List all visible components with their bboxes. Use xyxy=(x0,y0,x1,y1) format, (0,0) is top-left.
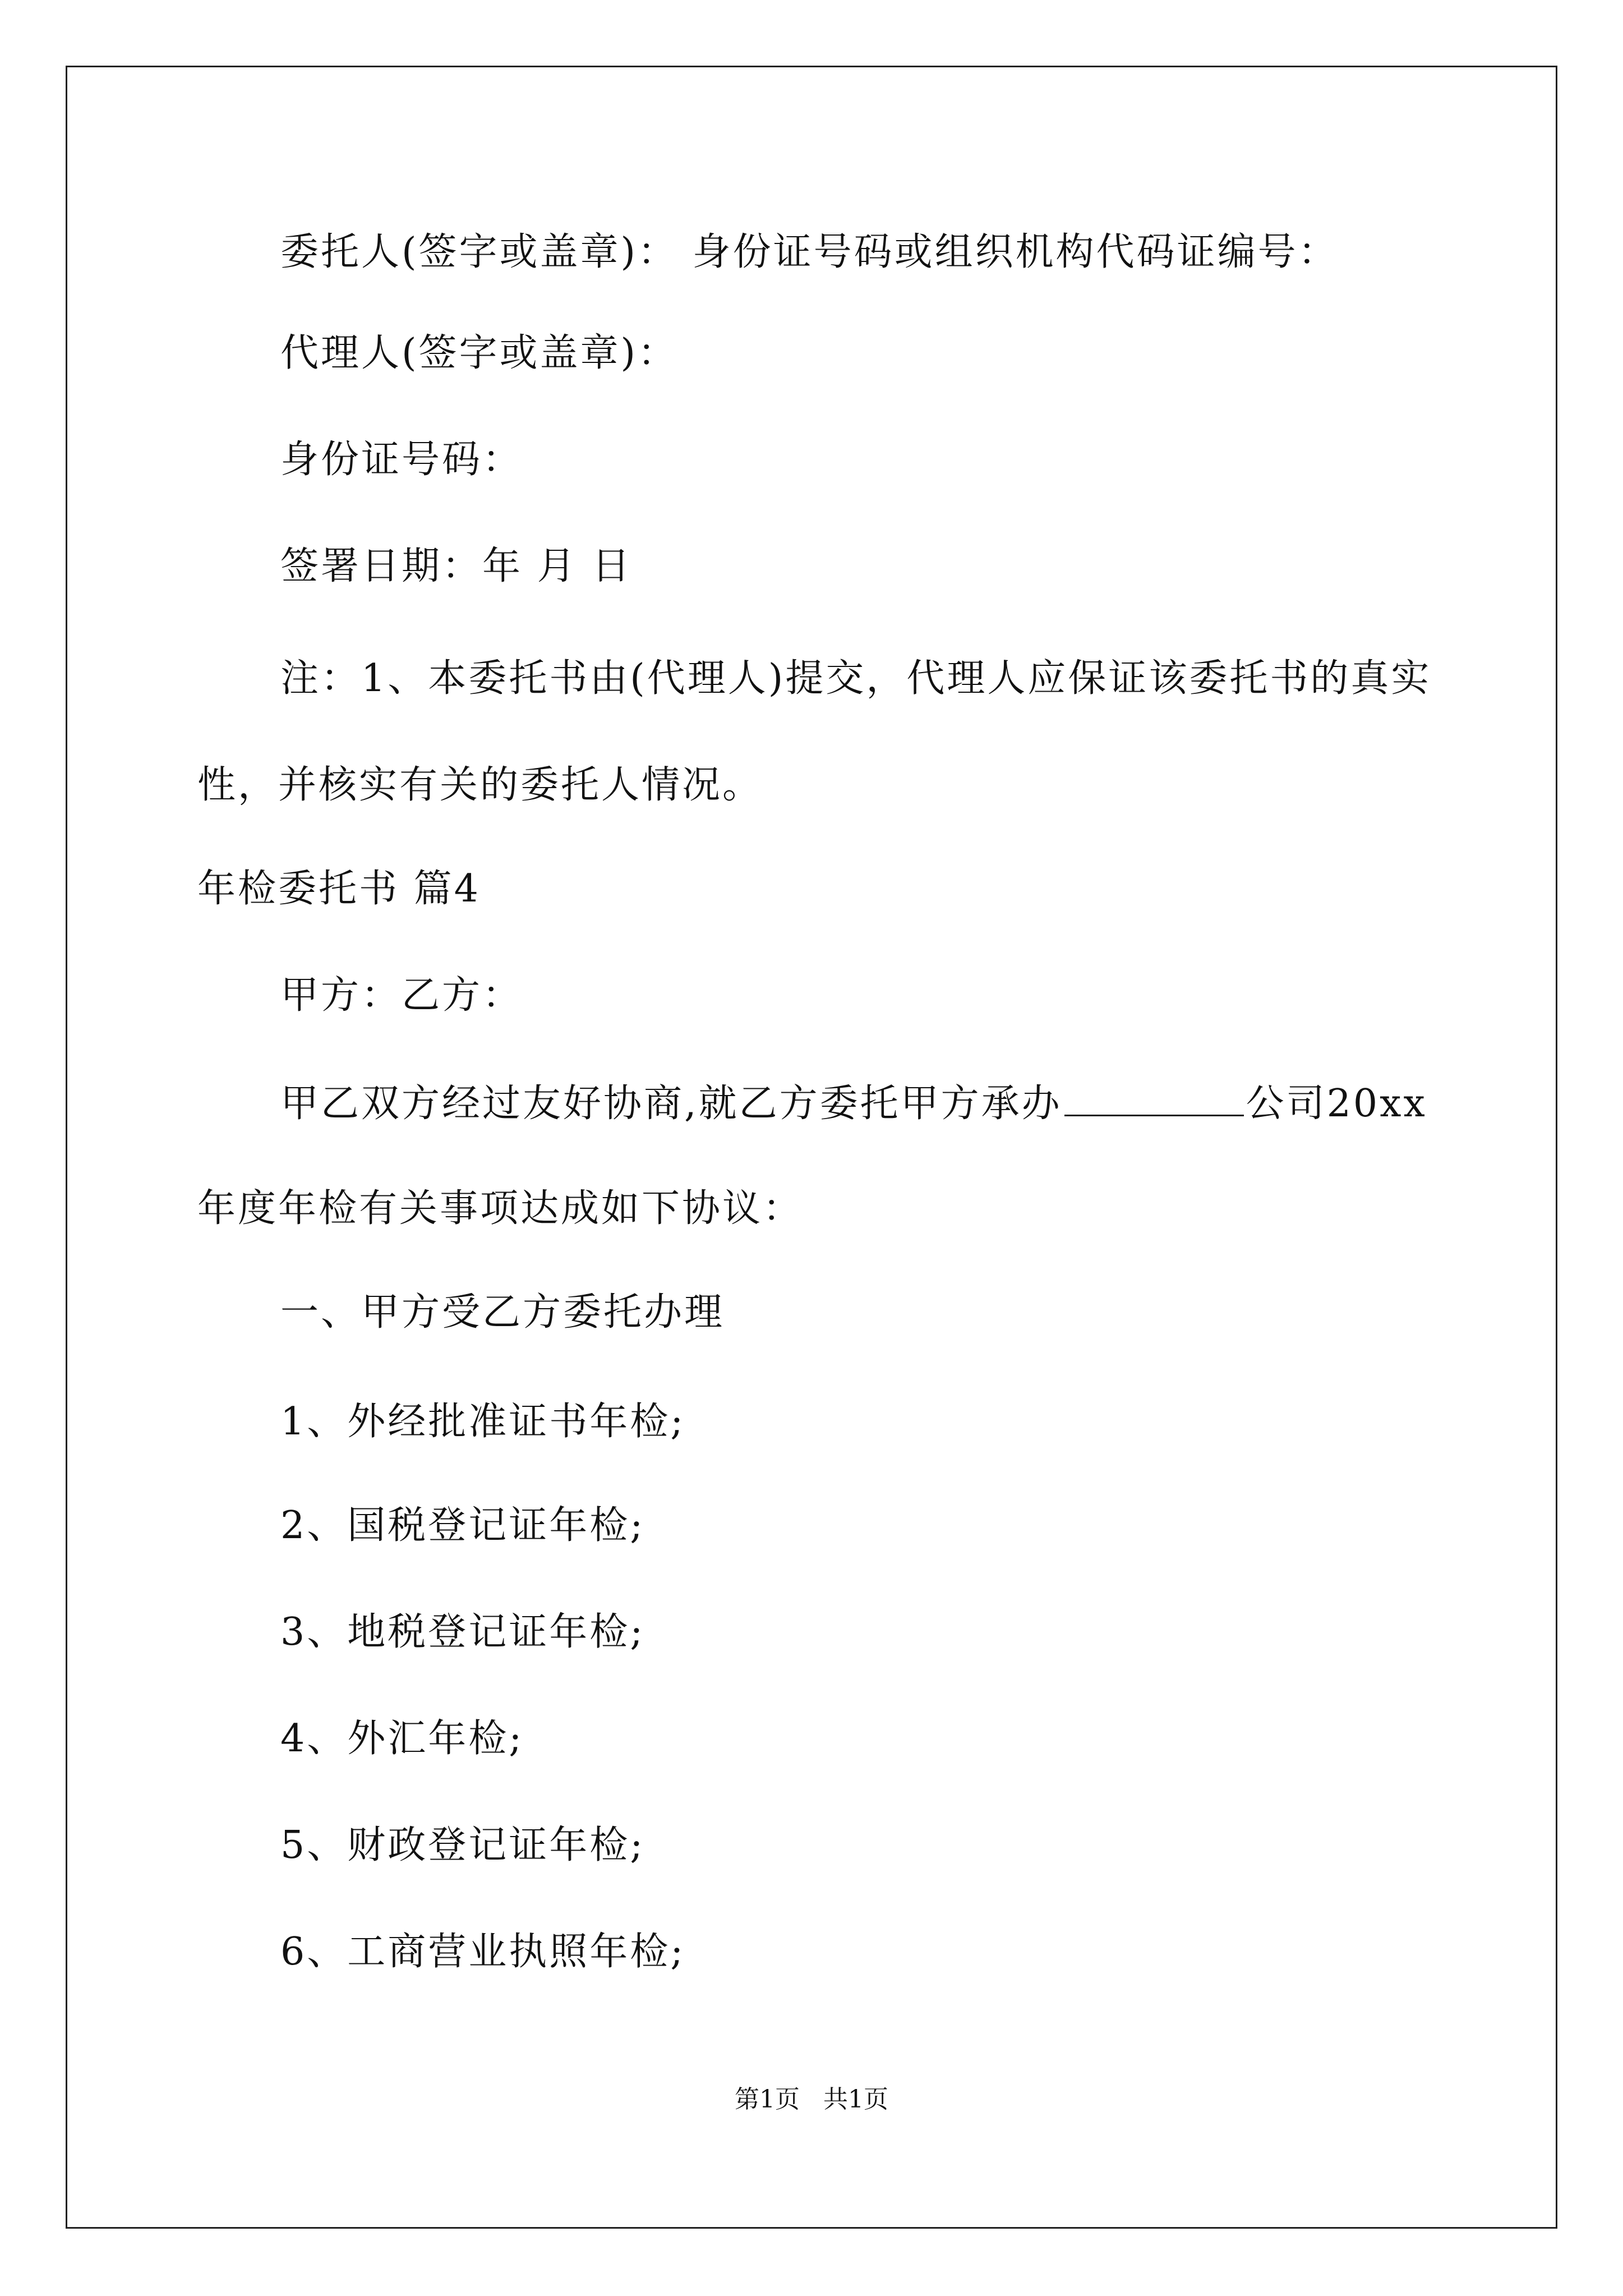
signing-date-line: 签署日期：年 月 日 xyxy=(280,544,633,588)
note-line: 注：1、本委托书由(代理人)提交，代理人应保证该委托书的真实 xyxy=(280,656,1432,701)
principal-signature-line: 委托人(签字或盖章)： 身份证号码或组织机构代码证编号： xyxy=(280,230,1339,274)
agreement-intro-text: 甲乙双方经过友好协商,就乙方委托甲方承办 xyxy=(280,1082,1062,1126)
agreement-intro-line xyxy=(280,1080,1427,1126)
list-item: 6、工商营业执照年检; xyxy=(280,1930,686,1974)
parties-line: 甲方：乙方： xyxy=(280,973,523,1018)
note-continuation-line: 性，并核实有关的委托人情况。 xyxy=(197,763,763,807)
id-number-line: 身份证号码： xyxy=(280,438,523,482)
list-item: 4、外汇年检; xyxy=(280,1717,524,1761)
clause-one-heading: 一、甲方受乙方委托办理 xyxy=(280,1290,725,1335)
agreement-intro-suffix: 公司20xx xyxy=(1246,1082,1427,1126)
list-item: 3、地税登记证年检; xyxy=(280,1610,645,1654)
list-item: 2、国税登记证年检; xyxy=(280,1503,645,1548)
agreement-intro-continuation: 年度年检有关事项达成如下协议： xyxy=(197,1186,804,1231)
page-number-footer: 第1页 共1页 xyxy=(735,2085,888,2114)
section-heading: 年检委托书 篇4 xyxy=(197,867,481,911)
agent-signature-line: 代理人(签字或盖章)： xyxy=(280,331,679,375)
company-name-blank xyxy=(1064,1080,1244,1116)
list-item: 1、外经批准证书年检; xyxy=(280,1400,686,1444)
list-item: 5、财政登记证年检; xyxy=(280,1823,645,1867)
page-border xyxy=(66,66,1557,2229)
